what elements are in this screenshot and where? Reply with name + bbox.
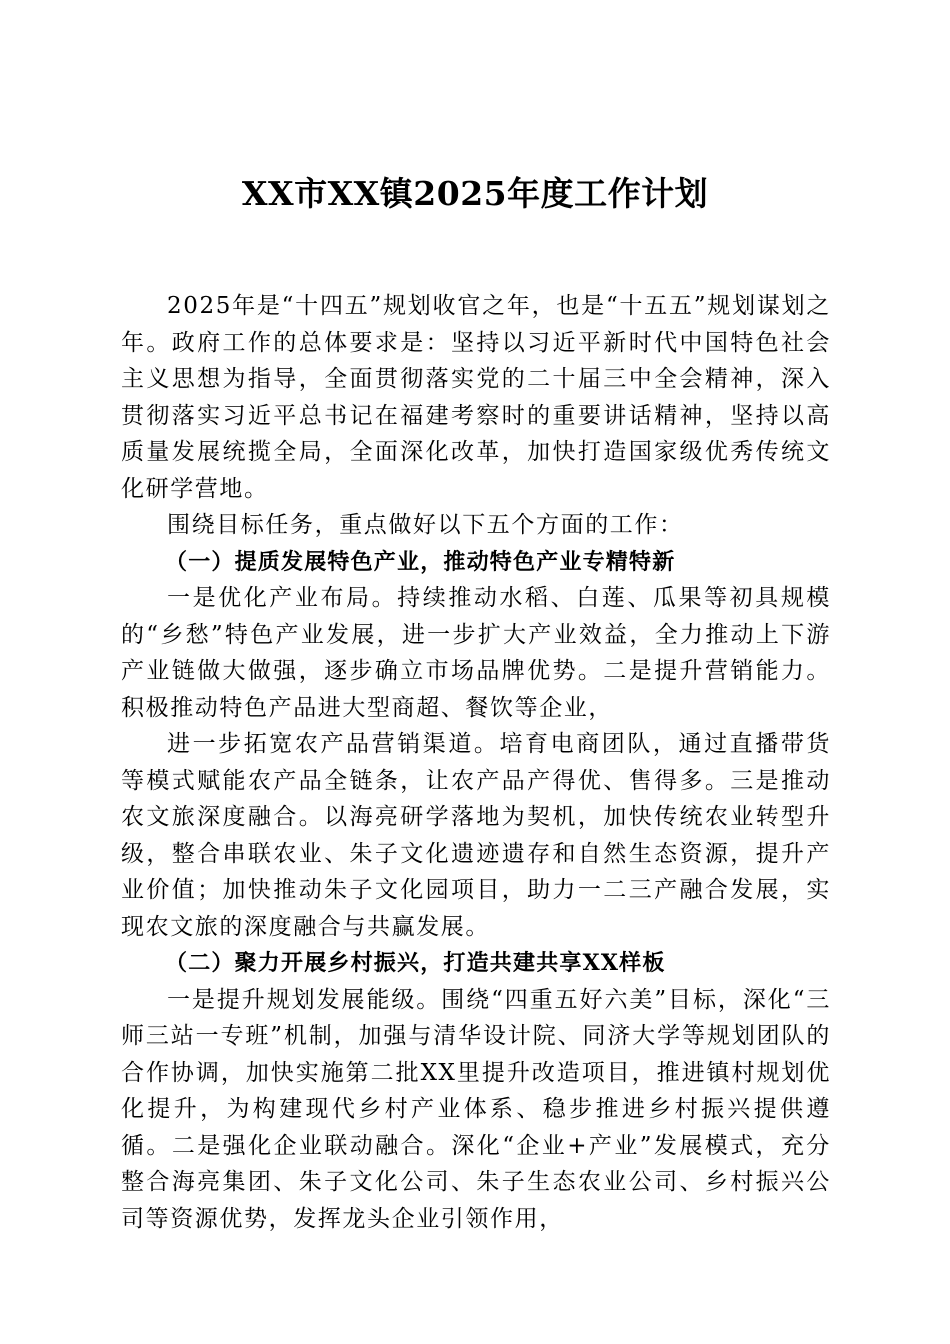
section-heading-1: （一）提质发展特色产业，推动特色产业专精特新 xyxy=(165,548,676,575)
tasks-lead-paragraph: 围绕目标任务，重点做好以下五个方面的工作： xyxy=(167,512,684,538)
section2-paragraph: 一是提升规划发展能级。围绕“四重五好六美”目标，深化“三师三站一专班”机制，加强与清华设计院、同济大学等规划团队的合作协调，加快实施第二批XX里提升改造项目，推进镇村规划优化提升，为构建现代乡村产业体系、稳步推进乡村振兴提供遵循。二是强化企业联动融合。深化“企业+产业”发展模式，充分整合海亮集团、朱子文化公司、朱子生态农业公司、乡村振兴公司等资源优势，发挥龙头企业引领作用， xyxy=(121,986,831,1232)
document-body xyxy=(121,288,831,1237)
section1-paragraph: 一是优化产业布局。持续推动水稻、白莲、瓜果等初具规模的“乡愁”特色产业发展，进一步扩大产业效益，全力推动上下游产业链做大做强，逐步确立市场品牌优势。二是提升营销能力。积极推动特色产品进大型商超、餐饮等企业， xyxy=(121,585,831,721)
section-heading-2: （二）聚力开展乡村振兴，打造共建共享XX样板 xyxy=(165,950,666,976)
document-title: XX市XX镇2025年度工作计划 xyxy=(241,174,709,213)
section1-paragraph: 进一步拓宽农产品营销渠道。培育电商团队，通过直播带货等模式赋能农产品全链条，让农产品产得优、售得多。三是推动农文旅深度融合。以海亮研学落地为契机，加快传统农业转型升级，整合串联农业、朱子文化遗迹遗存和自然生态资源，提升产业价值；加快推动朱子文化园项目，助力一二三产融合发展，实现农文旅的深度融合与共赢发展。 xyxy=(121,731,831,940)
intro-paragraph: 2025年是“十四五”规划收官之年，也是“十五五”规划谋划之年。政府工作的总体要求是：坚持以习近平新时代中国特色社会主义思想为指导，全面贯彻落实党的二十届三中全会精神，深入贯彻落实习近平总书记在福建考察时的重要讲话精神，坚持以高质量发展统揽全局，全面深化改革，加快打造国家级优秀传统文化研学营地。 xyxy=(121,293,831,502)
